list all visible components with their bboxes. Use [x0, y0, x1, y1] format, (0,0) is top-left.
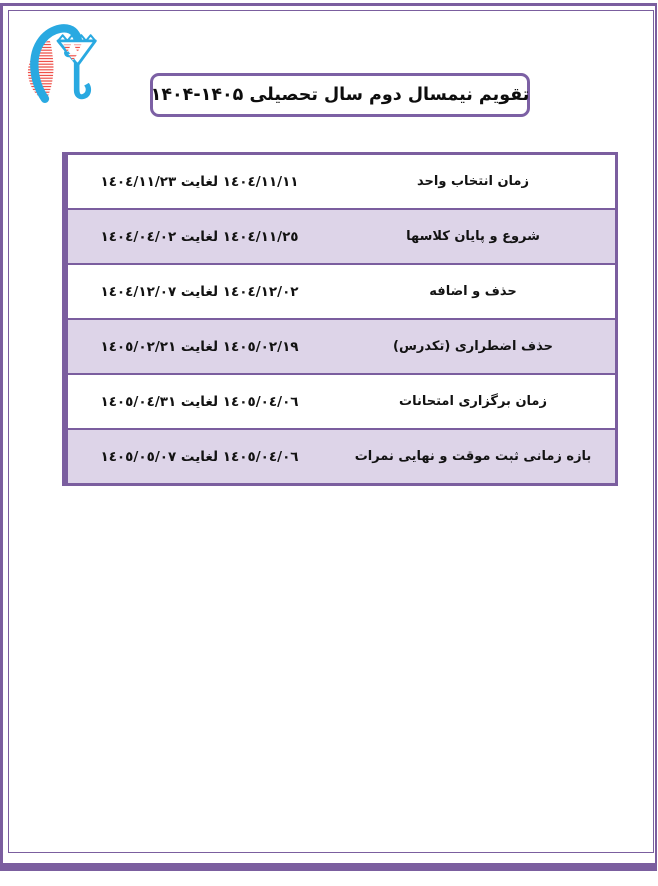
- university-logo-icon: [16, 14, 100, 106]
- table-row: [65, 155, 615, 210]
- event-dates-cell: ١٤٠٤/١١/٢٥ لغایت ١٤٠٤/٠٤/٠٢: [65, 210, 331, 263]
- table-row: [65, 265, 615, 320]
- event-name-cell: زمان انتخاب واحد: [417, 174, 529, 189]
- event-dates-cell: ١٤٠٥/٠٢/١٩ لغایت ١٤٠٥/٠٢/٢١: [65, 320, 331, 373]
- event-dates-cell: ١٤٠٤/١١/١١ لغایت ١٤٠٤/١١/٢٣: [65, 155, 331, 208]
- page-title: [150, 73, 530, 117]
- table-row: [65, 375, 615, 430]
- logo-funnel: [58, 41, 95, 65]
- calendar-table: [62, 152, 618, 486]
- table-row: [65, 430, 615, 483]
- page-title-text: تقویم نیمسال دوم سال تحصیلی ۱۴۰۵-۱۴۰۴: [150, 85, 530, 105]
- event-dates-cell: ١٤٠٥/٠٤/٠٦ لغایت ١٤٠٥/٠٤/٣١: [65, 375, 331, 428]
- event-dates-cell: ١٤٠٥/٠٤/٠٦ لغایت ١٤٠٥/٠٥/٠٧: [65, 430, 331, 483]
- event-name-cell: زمان برگزاری امتحانات: [399, 394, 547, 409]
- event-name-cell: بازه زمانی ثبت موقت و نهایی نمرات: [354, 449, 592, 464]
- event-name-cell: حذف و اضافه: [429, 284, 517, 299]
- event-name-cell: حذف اضطراری (تکدرس): [393, 339, 553, 354]
- logo-blue-hook: [74, 62, 91, 99]
- table-row: [65, 210, 615, 265]
- event-dates-cell: ١٤٠٤/١٢/٠٢ لغایت ١٤٠٤/١٢/٠٧: [65, 265, 331, 318]
- table-row: [65, 320, 615, 375]
- event-name-cell: شروع و پایان کلاسها: [406, 229, 540, 244]
